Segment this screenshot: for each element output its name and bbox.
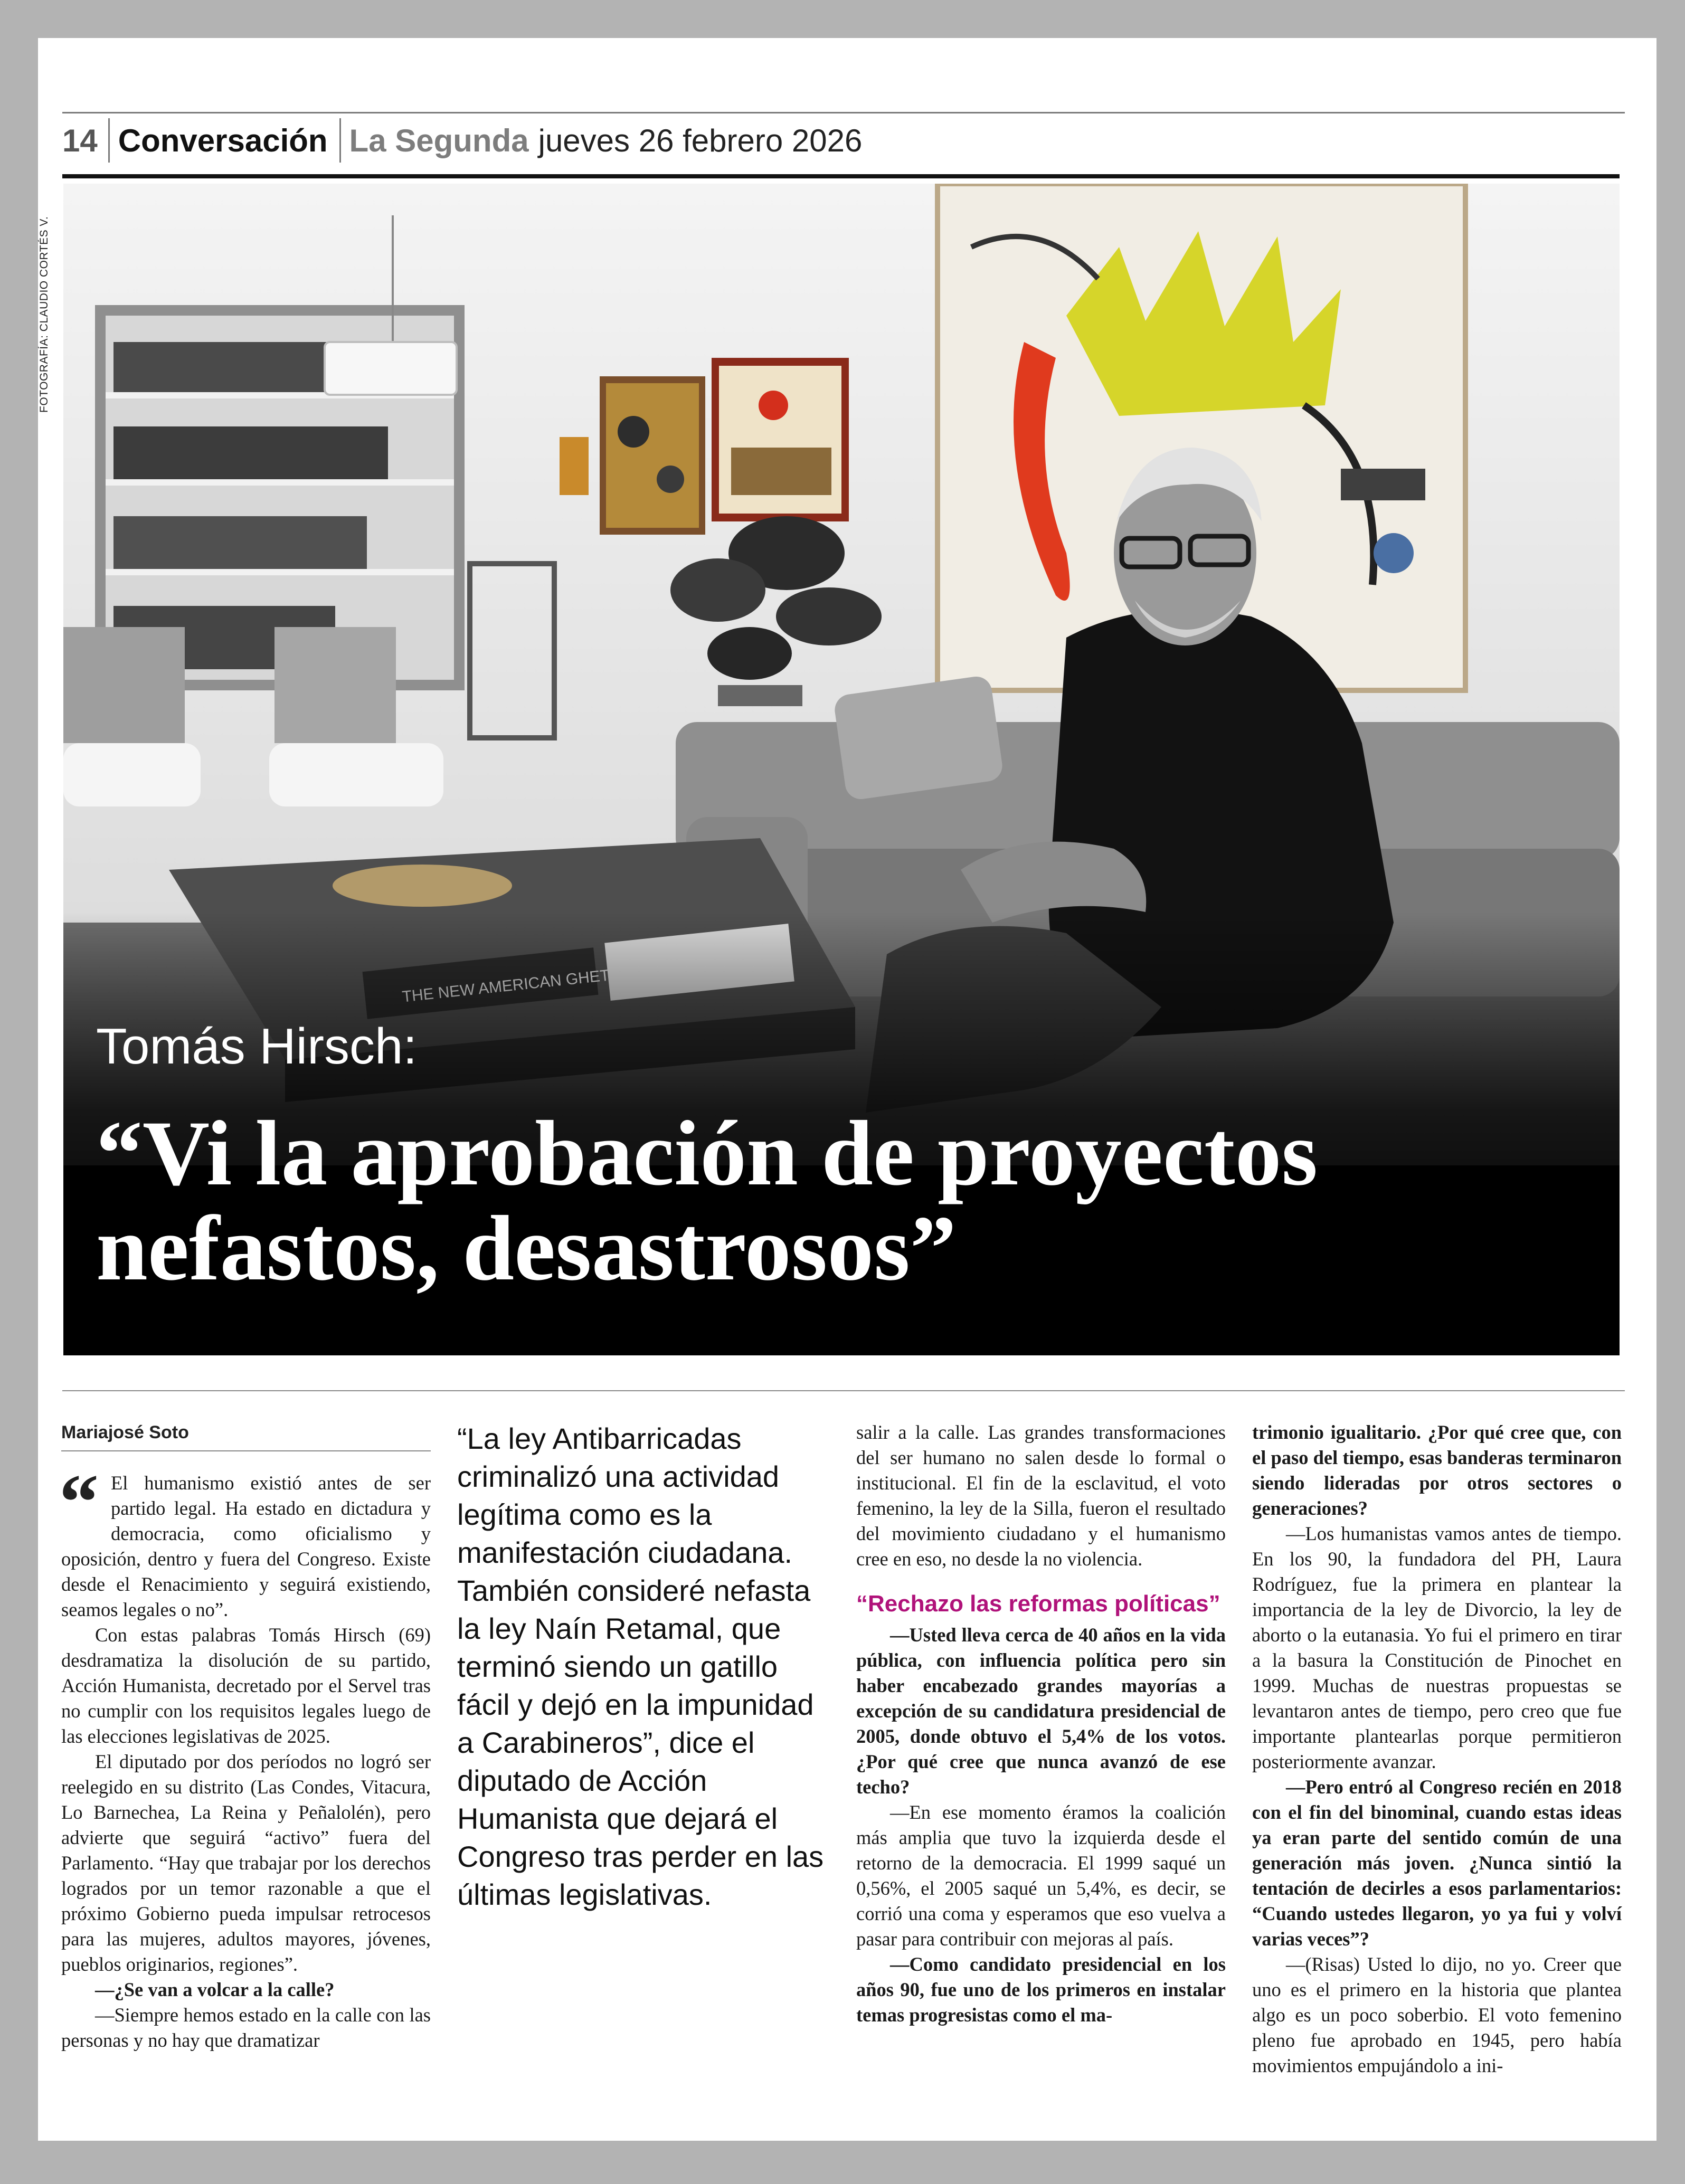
interview-question: —¿Se van a volcar a la calle? — [95, 1979, 335, 2000]
interview-answer: —(Risas) Usted lo dijo, no yo. Creer que uno es el primero en la historia que plantea algo es un poco soberbio. El voto femenino pleno fue aprobado en 1945, pero había movimientos empujándolo a ini- — [1252, 1953, 1622, 2076]
column-3 — [856, 1420, 1226, 2028]
interview-answer: —Siempre hemos estado en la calle con las personas y no hay que dramatizar — [61, 2004, 431, 2051]
small-paintings — [560, 358, 849, 535]
hero-photo — [63, 184, 1620, 1355]
page-number: 14 — [62, 122, 98, 158]
body-paragraph: Con estas palabras Tomás Hirsch (69) desdramatiza la disolución de su partido, Acción Humanista, decretado por el Servel tras no cumplir con los requisitos legales luego de las elecciones legislativas de 2025. — [61, 1624, 431, 1747]
column-1 — [61, 1420, 431, 2053]
masthead — [62, 119, 862, 162]
masthead-bottom-rule — [62, 174, 1620, 178]
photo-credit: FOTOGRAFÍA: CLAUDIO CORTÉS V. — [38, 216, 50, 413]
interview-answer: —Los humanistas vamos antes de tiempo. En los 90, la fundadora del PH, Laura Rodríguez, fue la primera en plantear la importancia de la ley de Divorcio, la ley de aborto o la eutanasia. Yo fui el primero en tirar a la basura la Constitución de Pinochet en 1999. Muchas de nuestras propuestas se levantaron antes de tiempo, pero creo que fue importante plantearlas porque permitieron posteriormente avanzar. — [1252, 1523, 1622, 1772]
interview-question: —Usted lleva cerca de 40 años en la vida pública, con influencia política pero sin haber encabezado grandes mayorías a excepción de su candidatura presidencial de 2005, donde obtuvo el 5,4% de los votos. ¿Por qué cree que nunca avanzó de ese techo? — [856, 1624, 1226, 1798]
interview-answer: —En ese momento éramos la coalición más amplia que tuvo la izquierda desde el retorno de la democracia. El 1999 saqué un 0,56%, el 2005 saqué un 5,4%, es decir, se corrió una coma y esperamos que eso vuelva a pasar para contribuir con mejoras al país. — [856, 1801, 1226, 1950]
interview-question: —Como candidato presidencial en los años 90, fue uno de los primeros en instalar temas progresistas como el ma- — [856, 1953, 1226, 2026]
lead-text: El humanismo existió antes de ser partido legal. Ha estado en dictadura y democracia, como oficialismo y oposición, dentro y fuera del Congreso. Existe desde el Renacimiento y seguirá existiendo, seamos legales o no”. — [61, 1472, 431, 1620]
body-paragraph: salir a la calle. Las grandes transformaciones del ser humano no salen desde lo formal o institucional. El fin de la esclavitud, el voto femenino, la ley de la Silla, fueron el resultado del movimiento ciudadano y el humanismo cree en eso, no desde la no violencia. — [856, 1421, 1226, 1570]
headline — [96, 1102, 1606, 1300]
pull-quote: “La ley Antibarricadas criminalizó una actividad legítima como es la manifestación ciudadana. También consideré nefasta la ley Naín Retamal, que terminó siendo un gatillo fácil y dejó en la impunidad a Carabineros”, dice el diputado de Acción Humanista que dejará el Congreso tras perder en las últimas legislativas. — [457, 1422, 824, 1911]
headline-line: nefastos, desastrosos” — [96, 1197, 957, 1300]
interview-question: trimonio igualitario. ¿Por qué cree que, con el paso del tiempo, esas banderas terminaron siendo lideradas por otros sectores o generaciones? — [1252, 1421, 1622, 1519]
publication-name: La Segunda — [349, 122, 529, 158]
issue-date: jueves 26 febrero 2026 — [538, 122, 863, 158]
headline-line: “Vi la aprobación de proyectos — [96, 1102, 1318, 1205]
section-name: Conversación — [118, 122, 328, 158]
byline: Mariajosé Soto — [61, 1420, 431, 1451]
column-4 — [1252, 1420, 1622, 2078]
column-2 — [457, 1420, 827, 1914]
masthead-divider — [339, 118, 341, 163]
lead-paragraph — [61, 1470, 431, 1622]
subheading: “Rechazo las reformas políticas” — [856, 1591, 1220, 1617]
body-paragraph: El diputado por dos períodos no logró ser reelegido en su distrito (Las Condes, Vitacura, Lo Barnechea, La Reina y Peñalolén), pero advierte que seguirá “activo” fuera del Parlamento. “Hay que trabajar por los derechos logrados por un temor razonable a que el próximo Gobierno pueda impulsar retrocesos para las mujeres, adultos mayores, jóvenes, pueblos originarios, regiones”. — [61, 1751, 431, 1975]
masthead-top-rule — [62, 112, 1625, 113]
section-rule — [62, 1390, 1625, 1391]
masthead-divider — [108, 118, 110, 163]
drop-quote-mark: “ — [59, 1473, 99, 1525]
interview-question: —Pero entró al Congreso recién en 2018 con el fin del binominal, cuando estas ideas ya eran parte del sentido común de una generación más joven. ¿Nunca sintió la tentación de decirles a esos parlamentarios: “Cuando ustedes llegaron, yo ya fui y volví varias veces”? — [1252, 1776, 1622, 1950]
interviewee-name: Tomás Hirsch: — [96, 1018, 418, 1075]
